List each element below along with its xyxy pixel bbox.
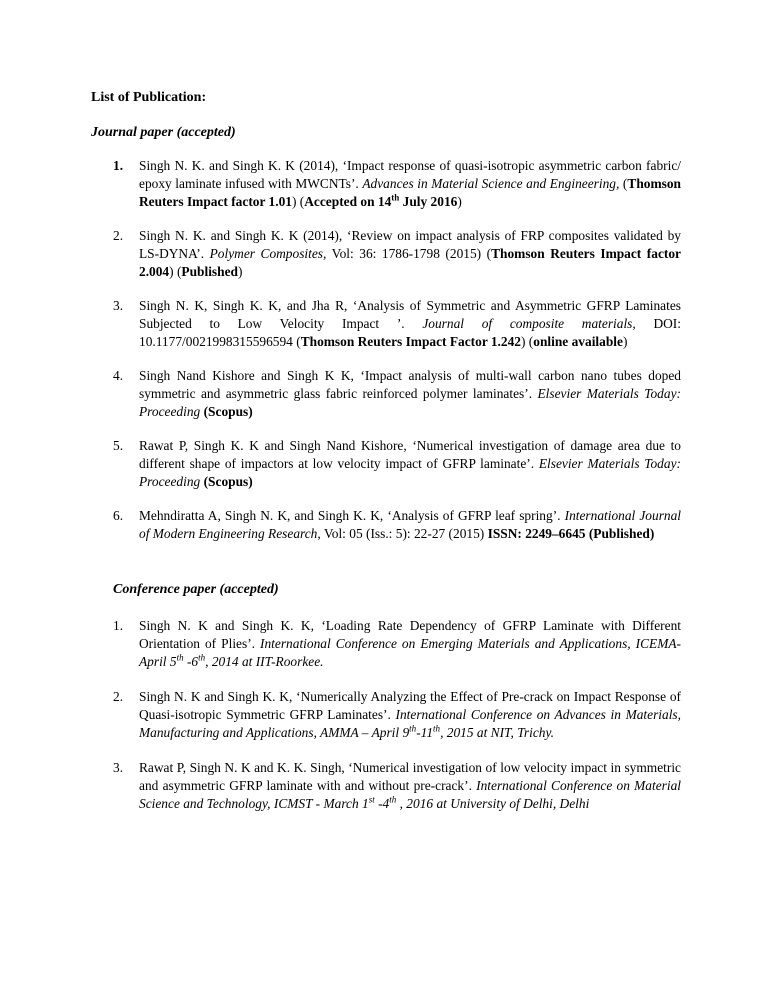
entry-venue-mid: -11	[416, 725, 434, 740]
page-title: List of Publication:	[91, 90, 207, 105]
journal-entry-3	[91, 297, 681, 351]
entry-venue-mid: -4	[374, 796, 390, 811]
entry-status-sup: th	[391, 192, 400, 203]
entry-number: 1.	[113, 158, 124, 173]
entry-status-text: Accepted on 14	[304, 194, 392, 209]
entry-authors-title: Singh N. K and Singh K. K, ‘Numerically Analyzing the Effect of Pre-crack on Impact Response of Quasi-isotropic Symmetric GFRP Laminates’.	[139, 689, 681, 722]
journal-entry-5	[91, 437, 681, 491]
entry-number: 2.	[113, 228, 124, 243]
entry-venue: Elsevier Materials Today: Proceeding	[139, 386, 681, 419]
entry-sup: th	[389, 794, 397, 805]
entry-number: 1.	[113, 618, 124, 633]
entry-details: DOI: 10.1177/0021998315596594 (	[139, 316, 681, 349]
entry-sup: st	[368, 794, 375, 805]
journal-entry-4	[91, 367, 681, 421]
entry-status-tail: July 2016	[399, 194, 458, 209]
entry-authors-title: Rawat P, Singh N. K and K. K. Singh, ‘Numerical investigation of low velocity impact in symmetric and asymmetric GFRP laminate with and without pre-crack’.	[139, 760, 681, 793]
entry-sup: th	[198, 652, 206, 663]
entry-venue-text: International Conference on Material Science and Technology, ICMST - March 1	[139, 778, 681, 811]
entry-status	[304, 194, 457, 209]
entry-number: 2.	[113, 689, 124, 704]
entry-authors-title: Singh Nand Kishore and Singh K K, ‘Impact analysis of multi-wall carbon nano tubes doped symmetric and asymmetric glass fabric reinforced polymer laminates’.	[139, 368, 681, 401]
entry-status: online available	[533, 334, 623, 349]
entry-details: , Vol: 05 (Iss.: 5): 22-27 (2015)	[317, 526, 485, 541]
entry-impact-factor: Thomson Reuters Impact Factor 1.242	[300, 334, 521, 349]
entry-venue: Journal of composite materials,	[422, 316, 636, 331]
entry-venue-tail: , 2016 at University of Delhi, Delhi	[396, 796, 590, 811]
entry-issn: ISSN: 2249–6645 (Published)	[487, 526, 655, 541]
entry-status: Published	[181, 264, 238, 279]
entry-authors-title: Rawat P, Singh K. K and Singh Nand Kishore, ‘Numerical investigation of damage area due to different shape of impactors at low velocity impact of GFRP laminate’.	[139, 438, 681, 471]
entry-impact-factor: Thomson Reuters Impact factor 2.004	[139, 246, 681, 279]
entry-number: 3.	[113, 760, 124, 775]
journal-entry-6	[91, 507, 681, 543]
journal-publication-list	[91, 157, 681, 559]
entry-sup: th	[176, 652, 184, 663]
conference-section-heading: Conference paper (accepted)	[113, 582, 279, 597]
entry-number: 5.	[113, 438, 124, 453]
journal-section-heading: Journal paper (accepted)	[91, 125, 236, 140]
entry-sup: th	[409, 723, 417, 734]
entry-venue: Polymer Composites,	[209, 246, 327, 261]
entry-number: 6.	[113, 508, 124, 523]
entry-paren: )	[238, 264, 243, 279]
conference-publication-list	[91, 617, 681, 830]
conference-entry-3	[91, 759, 681, 813]
conference-entry-1	[91, 617, 681, 671]
entry-paren: )	[457, 194, 462, 209]
entry-paren: (	[622, 176, 628, 191]
entry-venue: Elsevier Materials Today: Proceeding	[139, 456, 681, 489]
entry-authors-title: Singh N. K. and Singh K. K (2014), ‘Review on impact analysis of FRP composites validated by LS-DYNA’.	[139, 228, 681, 261]
entry-venue-tail: , 2015 at NIT, Trichy.	[440, 725, 555, 740]
entry-paren: )	[622, 334, 628, 349]
journal-entry-2	[91, 227, 681, 281]
entry-authors-title: Mehndiratta A, Singh N. K, and Singh K. K, ‘Analysis of GFRP leaf spring’.	[139, 508, 561, 523]
entry-indexing: (Scopus)	[203, 404, 253, 419]
entry-venue-text: International Conference on Advances in Materials, Manufacturing and Applications, AMMA – April 9	[139, 707, 681, 740]
entry-venue: International Journal of Modern Engineering Research	[139, 508, 682, 541]
entry-paren: ) (	[521, 334, 534, 349]
entry-impact-factor: Thomson Reuters Impact factor 1.01	[139, 176, 681, 209]
journal-entry-1	[91, 157, 681, 211]
entry-venue-mid: -6	[183, 654, 199, 669]
conference-entry-2	[91, 688, 681, 742]
entry-number: 4.	[113, 368, 124, 383]
entry-paren: ) (	[291, 194, 305, 209]
entry-indexing: (Scopus)	[203, 474, 253, 489]
entry-sup: th	[433, 723, 441, 734]
entry-paren: ) (	[169, 264, 182, 279]
entry-authors-title: Singh N. K and Singh K. K, ‘Loading Rate Dependency of GFRP Laminate with Different Orientation of Plies’.	[139, 618, 681, 651]
entry-details: Vol: 36: 1786-1798 (2015) (	[331, 246, 492, 261]
entry-authors-title: Singh N. K. and Singh K. K (2014), ‘Impact response of quasi-isotropic asymmetric carbon fabric/ epoxy laminate infused with MWCNTs’.	[139, 158, 681, 191]
entry-venue-text: International Conference on Emerging Materials and Applications, ICEMA-April 5	[139, 636, 681, 669]
entry-venue-tail: , 2014 at IIT-Roorkee.	[205, 654, 324, 669]
entry-number: 3.	[113, 298, 124, 313]
entry-authors-title: Singh N. K, Singh K. K, and Jha R, ‘Analysis of Symmetric and Asymmetric GFRP Laminates Subjected to Low Velocity Impact ’.	[139, 298, 681, 331]
entry-venue: Advances in Material Science and Engineering,	[362, 176, 620, 191]
